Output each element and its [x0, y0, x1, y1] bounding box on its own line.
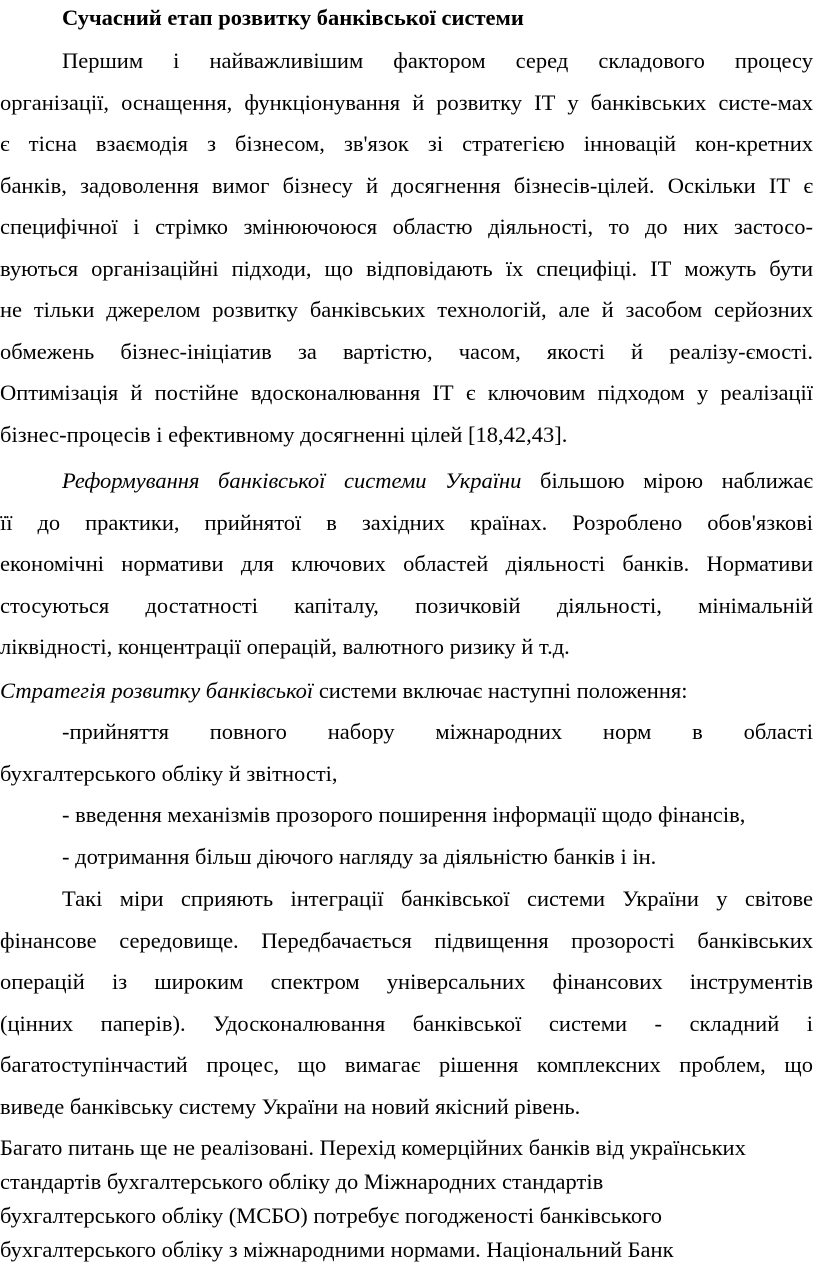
text-line: бухгалтерського обліку (МСБО) потребує погодженості банківського [0, 1203, 662, 1228]
text-line: фінансове середовище. Передбачається підвищення прозорості банківських [0, 927, 813, 953]
paragraph-3 [0, 670, 813, 712]
text-span: системи включає наступні положення: [313, 678, 688, 703]
list-item-continuation: бухгалтерського обліку й звітності, [0, 760, 338, 786]
list-item: - введення механізмів прозорого поширення інформації щодо фінансів, [62, 802, 746, 827]
text-line [0, 670, 813, 712]
text-line: стандартів бухгалтерського обліку до Міжнародних стандартів [0, 1169, 604, 1194]
paragraph-4 [0, 878, 813, 1127]
text-line: стосуються достатності капіталу, позичковій діяльності, мінімальній [0, 592, 813, 618]
text-line: Оптимізація й постійне вдосконалювання ІТ є ключовим підходом у реалізації [0, 380, 813, 405]
text-line: бізнес-процесів і ефективному досягненні цілей [18,42,43]. [0, 421, 568, 447]
text-line: її до практики, прийнятої в західних країнах. Розроблено обов'язкові [0, 509, 813, 535]
italic-phrase: Стратегія розвитку банківської [0, 678, 314, 703]
text-span: більшою мірою наближає [521, 468, 813, 493]
text-line: Багато питань ще не реалізовані. Перехід комерційних банків від українських [0, 1135, 746, 1160]
section-heading: Сучасний етап розвитку банківської системи [62, 5, 524, 30]
paragraph-1 [0, 40, 813, 455]
text-line: банків, задоволення вимог бізнесу й досягнення бізнесів-цілей. Оскільки ІТ є [0, 172, 813, 198]
text-line: Першим і найважливішим фактором серед складового процесу [62, 48, 813, 73]
text-line: Такі міри сприяють інтеграції банківської системи України у світове [62, 886, 813, 911]
text-line: обмежень бізнес-ініціатив за вартістю, часом, якості й реалізу-ємості. [0, 338, 813, 364]
text-line: операцій із широким спектром універсальних фінансових інструментів [0, 969, 813, 994]
text-line: бухгалтерського обліку з міжнародними нормами. Національний Банк [0, 1237, 674, 1262]
text-line: організації, оснащення, функціонування й розвитку ІТ у банківських систе-мах [0, 89, 813, 115]
paragraph-2 [0, 460, 813, 668]
paragraph-5 [0, 1131, 813, 1267]
text-line: (цінних паперів). Удосконалювання банківської системи - складний і [0, 1010, 813, 1036]
text-line [0, 460, 813, 502]
text-line: багатоступінчастий процес, що вимагає рішення комплексних проблем, що [0, 1052, 813, 1077]
italic-phrase: Реформування банківської системи України [62, 468, 522, 493]
text-line: ліквідності, концентрації операцій, валютного ризику й т.д. [0, 634, 570, 659]
text-line: специфічної і стрімко змінюючоюся областю діяльності, то до них застосо- [0, 214, 813, 239]
text-line: не тільки джерелом розвитку банківських технологій, але й засобом серйозних [0, 297, 813, 322]
list-item: - дотримання більш діючого нагляду за діяльністю банків і ін. [62, 843, 657, 869]
strategy-list [0, 711, 813, 877]
text-line: є тісна взаємодія з бізнесом, зв'язок зі стратегією інновацій кон-кретних [0, 131, 813, 156]
text-line: виведе банківську систему України на новий якісний рівень. [0, 1093, 581, 1119]
list-item: -прийняття повного набору міжнародних норм в області [62, 719, 813, 744]
text-line: економічні нормативи для ключових областей діяльності банків. Нормативи [0, 551, 813, 576]
text-line: вуються організаційні підходи, що відповідають їх специфіці. ІТ можуть бути [0, 255, 813, 281]
